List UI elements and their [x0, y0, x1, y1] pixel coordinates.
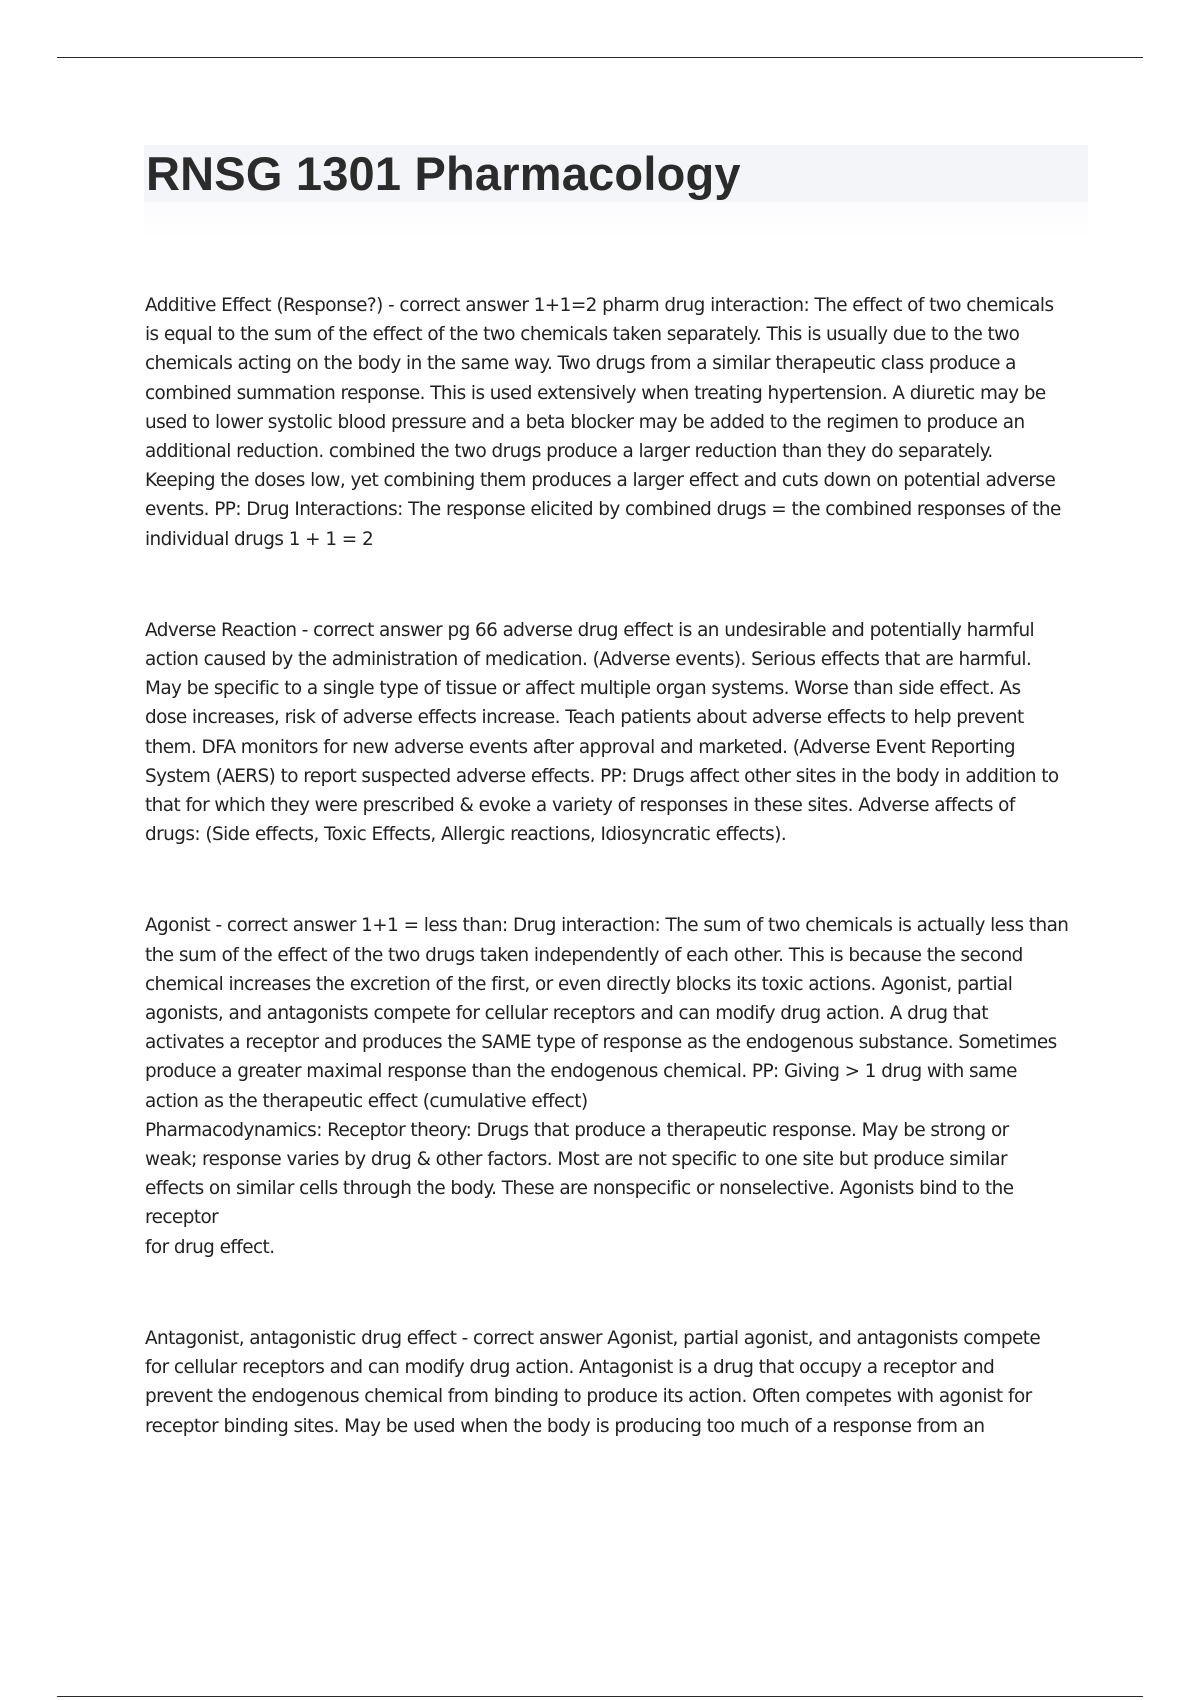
- text-line: action as the therapeutic effect (cumulative effect): [145, 1090, 588, 1112]
- text-line: events. PP: Drug Interactions: The response elicited by combined drugs = the combined responses of the: [145, 499, 1061, 521]
- document-body: [145, 291, 1095, 1503]
- text-line: Keeping the doses low, yet combining them produces a larger effect and cuts down on potential adverse: [145, 470, 1056, 492]
- entry-additive-effect: [145, 291, 1095, 554]
- text-line: chemicals acting on the body in the same way. Two drugs from a similar therapeutic class produce a: [145, 353, 1016, 375]
- entry-antagonist: [145, 1324, 1095, 1441]
- text-line: effects on similar cells through the body. These are nonspecific or nonselective. Agonists bind to the: [145, 1178, 1014, 1200]
- text-line: produce a greater maximal response than the endogenous chemical. PP: Giving > 1 drug with same: [145, 1061, 1017, 1083]
- footer-rule: [57, 1696, 1143, 1697]
- text-line: chemical increases the excretion of the first, or even directly blocks its toxic actions. Agonist, partial: [145, 973, 1013, 995]
- entry-agonist: [145, 911, 1095, 1261]
- text-line: is equal to the sum of the effect of the two chemicals taken separately. This is usually due to the two: [145, 324, 1020, 346]
- text-line: that for which they were prescribed & evoke a variety of responses in these sites. Adverse affects of: [145, 795, 1015, 817]
- title-background-fade: [144, 202, 1088, 238]
- text-line: Additive Effect (Response?) - correct answer 1+1=2 pharm drug interaction: The effect of two chemicals: [145, 295, 1054, 316]
- entry-text: [145, 616, 1095, 850]
- text-line: prevent the endogenous chemical from binding to produce its action. Often competes with agonist for: [145, 1386, 1032, 1408]
- document-title: RNSG 1301 Pharmacology: [146, 147, 741, 200]
- text-line: additional reduction. combined the two drugs produce a larger reduction than they do separately.: [145, 441, 993, 463]
- text-line: used to lower systolic blood pressure and a beta blocker may be added to the regimen to produce an: [145, 411, 1025, 433]
- text-line: May be specific to a single type of tissue or affect multiple organ systems. Worse than side effect. As: [145, 678, 1021, 700]
- text-line: individual drugs 1 + 1 = 2: [145, 528, 374, 550]
- text-line: them. DFA monitors for new adverse events after approval and marketed. (Adverse Event Reporting: [145, 736, 1016, 758]
- header-rule: [57, 57, 1143, 58]
- entry-text: [145, 291, 1095, 554]
- text-line: combined summation response. This is used extensively when treating hypertension. A diuretic may be: [145, 382, 1046, 404]
- text-line: drugs: (Side effects, Toxic Effects, Allergic reactions, Idiosyncratic effects).: [145, 824, 787, 846]
- text-line: Adverse Reaction - correct answer pg 66 adverse drug effect is an undesirable and potentially harmful: [145, 619, 1035, 641]
- text-line: Antagonist, antagonistic drug effect - correct answer Agonist, partial agonist, and antagonists compete: [145, 1327, 1041, 1349]
- text-line: the sum of the effect of the two drugs taken independently of each other. This is because the second: [145, 944, 1023, 966]
- text-line: dose increases, risk of adverse effects increase. Teach patients about adverse effects to help prevent: [145, 707, 1024, 729]
- text-line: action caused by the administration of medication. (Adverse events). Serious effects that are harmful.: [145, 649, 1032, 671]
- entry-adverse-reaction: [145, 616, 1095, 850]
- text-line: System (AERS) to report suspected adverse effects. PP: Drugs affect other sites in the body in addition to: [145, 765, 1059, 787]
- text-line: Agonist - correct answer 1+1 = less than: Drug interaction: The sum of two chemicals is actually less than: [145, 915, 1069, 937]
- text-line: for cellular receptors and can modify drug action. Antagonist is a drug that occupy a receptor and: [145, 1357, 995, 1379]
- text-line: activates a receptor and produces the SAME type of response as the endogenous substance. Sometimes: [145, 1032, 1057, 1054]
- text-line: Pharmacodynamics: Receptor theory: Drugs that produce a therapeutic response. May be strong or: [145, 1119, 1009, 1141]
- text-line: receptor: [145, 1207, 219, 1229]
- text-line: agonists, and antagonists compete for cellular receptors and can modify drug action. A drug that: [145, 1003, 988, 1025]
- text-line: weak; response varies by drug & other factors. Most are not specific to one site but produce similar: [145, 1149, 1008, 1171]
- text-line: for drug effect.: [145, 1236, 275, 1258]
- entry-text: [145, 911, 1095, 1261]
- entry-text: [145, 1324, 1095, 1441]
- text-line: receptor binding sites. May be used when the body is producing too much of a response from an: [145, 1415, 985, 1437]
